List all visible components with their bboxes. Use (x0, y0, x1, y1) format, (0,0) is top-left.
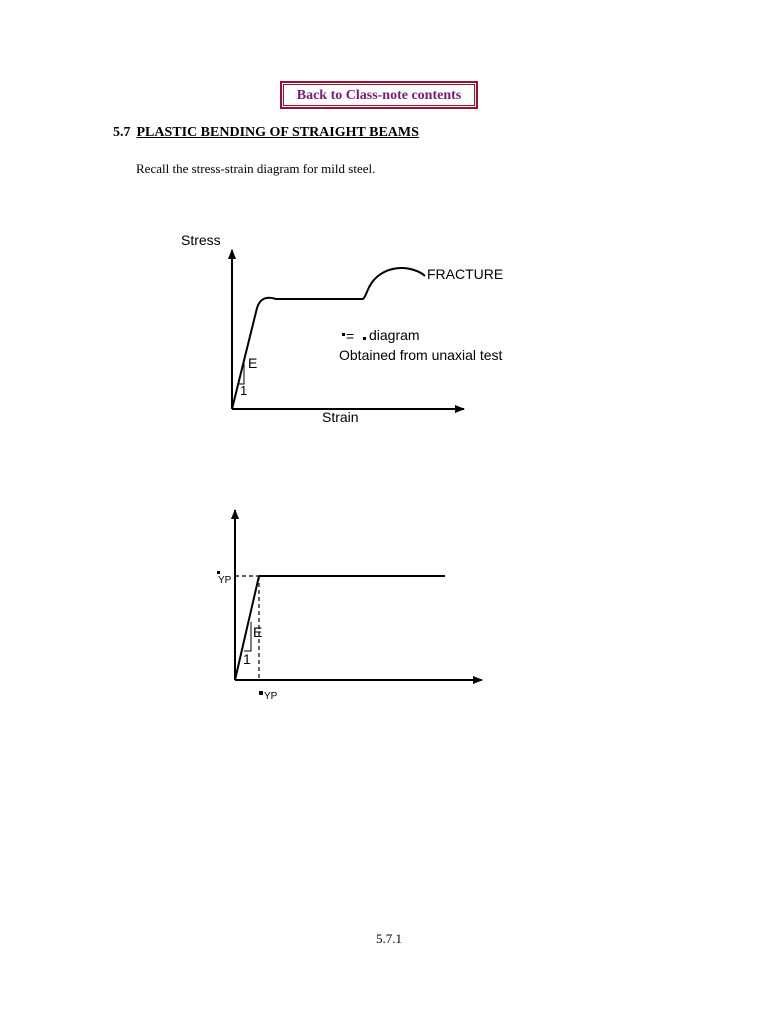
section-title: PLASTIC BENDING OF STRAIGHT BEAMS (136, 125, 419, 140)
epsilon-symbol-box (363, 337, 366, 340)
fracture-label: FRACTURE (427, 266, 504, 282)
sigma-yp-symbol-box (217, 571, 220, 574)
idealized-slope-one-label: 1 (243, 651, 251, 667)
epsilon-yp-symbol-box (259, 691, 263, 695)
slope-e-label: E (248, 355, 258, 371)
section-number: 5.7 (113, 125, 131, 140)
intro-paragraph: Recall the stress-strain diagram for mild steel. (136, 161, 376, 176)
slope-one-label: 1 (240, 383, 248, 398)
diagram-equals-sign: = (346, 328, 355, 344)
sigma-symbol-box (342, 333, 345, 336)
idealized-stress-strain-diagram (217, 510, 482, 702)
back-to-contents-button[interactable]: Back to Class-note contents (280, 81, 478, 109)
page-number: 5.7.1 (376, 931, 402, 946)
stress-strain-diagram (181, 232, 503, 425)
stress-axis-label: Stress (181, 232, 221, 248)
diagram-word-label: diagram (369, 327, 420, 343)
obtained-from-test-label: Obtained from unaxial test (339, 347, 503, 363)
sigma-yp-label: YP (218, 575, 232, 586)
idealized-slope-e-label: E (253, 624, 263, 640)
strain-axis-label: Strain (322, 409, 359, 425)
epsilon-yp-label: YP (264, 691, 278, 702)
